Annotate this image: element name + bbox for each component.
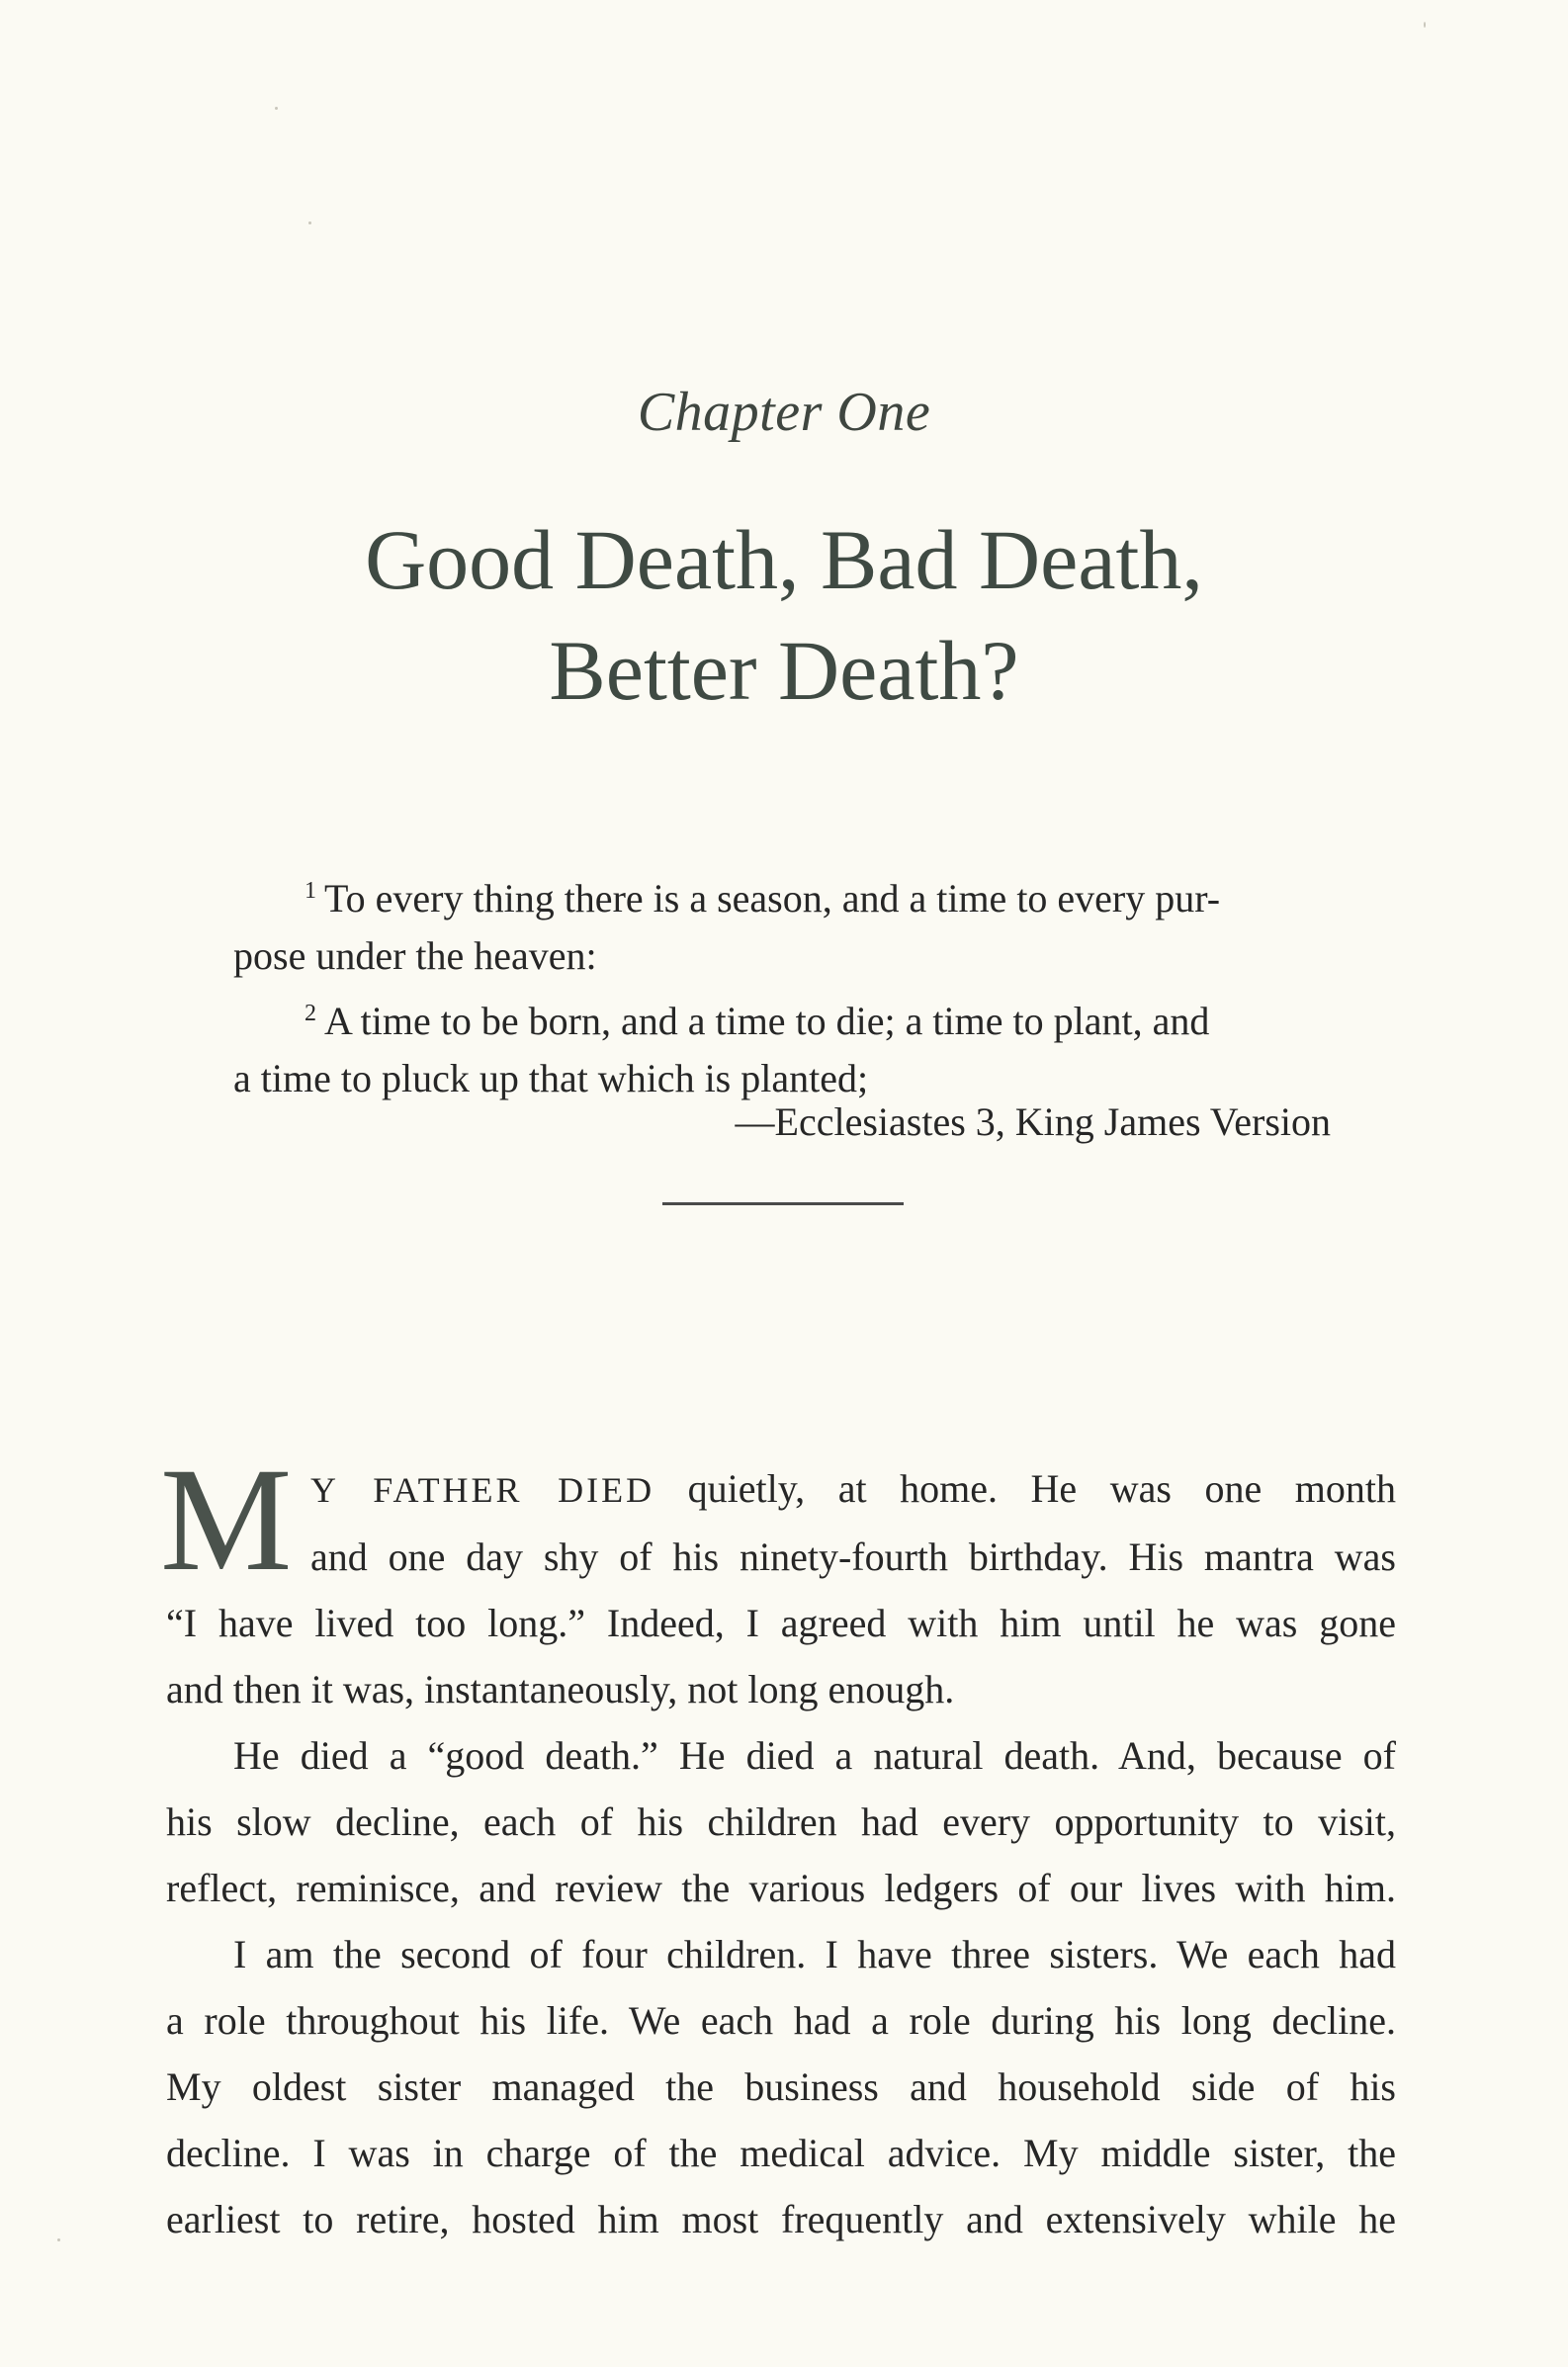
epigraph-verse-2 bbox=[233, 985, 1331, 1050]
text-line: and one day shy of his ninety-fourth birthday. His mantra was bbox=[310, 1534, 1396, 1579]
paragraph-2 bbox=[166, 1722, 1396, 1921]
text-line: He died a “good death.” He died a natural death. And, because of bbox=[233, 1733, 1396, 1778]
text-line: and then it was, instantaneously, not long enough. bbox=[166, 1667, 955, 1711]
text-line: his slow decline, each of his children had every opportunity to visit, bbox=[166, 1799, 1396, 1844]
paper-speck bbox=[57, 2238, 60, 2241]
epigraph bbox=[233, 862, 1331, 1107]
epigraph-attribution: —Ecclesiastes 3, King James Version bbox=[735, 1099, 1331, 1144]
verse-number: 1 bbox=[305, 878, 316, 904]
chapter-title bbox=[0, 504, 1568, 726]
epigraph-verse-1-cont: pose under the heaven: bbox=[233, 933, 597, 978]
verse-text: A time to be born, and a time to die; a time to plant, and bbox=[324, 999, 1210, 1043]
verse-text: To every thing there is a season, and a time to every pur- bbox=[324, 876, 1221, 920]
opening-smallcaps: Y FATHER DIED bbox=[310, 1470, 655, 1510]
paper-speck bbox=[308, 221, 311, 224]
paragraph-3 bbox=[166, 1921, 1396, 2252]
text-line: I am the second of four children. I have three sisters. We each had bbox=[233, 1932, 1396, 1976]
section-divider bbox=[662, 1202, 904, 1205]
text-line bbox=[166, 1455, 1396, 1524]
paragraph-1 bbox=[160, 1438, 1397, 1722]
paper-speck bbox=[275, 107, 278, 110]
verse-number: 2 bbox=[305, 1001, 316, 1026]
paper-speck bbox=[1424, 22, 1426, 28]
text-line: reflect, reminisce, and review the various ledgers of our lives with him. bbox=[166, 1866, 1396, 1910]
body-text bbox=[160, 1438, 1397, 2252]
text-line: “I have lived too long.” Indeed, I agreed with him until he was gone bbox=[166, 1601, 1396, 1645]
chapter-label: Chapter One bbox=[637, 382, 931, 443]
chapter-title-line-1: Good Death, Bad Death, bbox=[365, 512, 1203, 607]
epigraph-verse-2-cont: a time to pluck up that which is planted; bbox=[233, 1056, 869, 1100]
opening-rest: quietly, at home. He was one month bbox=[654, 1466, 1397, 1511]
epigraph-verse-1 bbox=[233, 862, 1331, 927]
text-line: a role throughout his life. We each had a role during his long decline. bbox=[166, 1998, 1396, 2043]
text-line: earliest to retire, hosted him most frequently and extensively while he bbox=[166, 2197, 1396, 2241]
text-line: My oldest sister managed the business and household side of his bbox=[166, 2064, 1396, 2109]
text-line: decline. I was in charge of the medical advice. My middle sister, the bbox=[166, 2131, 1396, 2175]
drop-cap: M bbox=[160, 1438, 293, 1602]
chapter-title-line-2: Better Death? bbox=[549, 623, 1019, 718]
